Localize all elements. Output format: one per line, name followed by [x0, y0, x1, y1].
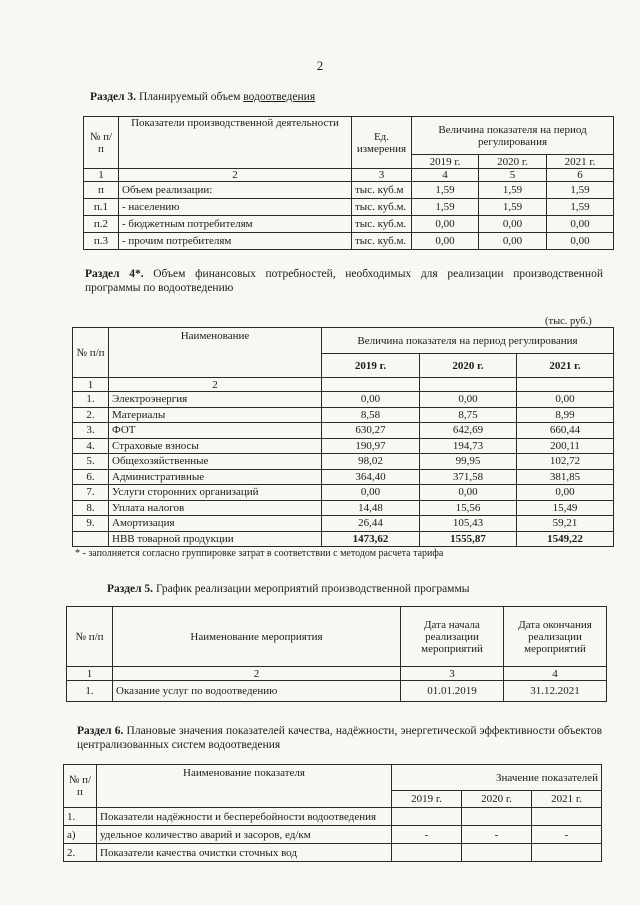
table-row	[84, 182, 614, 199]
s4-cell-num: 9.	[73, 516, 109, 532]
s3-cell-unit: тыс. куб.м.	[352, 233, 412, 250]
table-row	[64, 844, 602, 862]
s4-cell-2021: 59,21	[517, 516, 614, 532]
s4-total-2020: 1555,87	[420, 531, 517, 547]
s4-cell-name: Страховые взносы	[109, 438, 322, 454]
s4-cell-2019: 190,97	[322, 438, 420, 454]
table-row	[73, 469, 614, 485]
table-row	[84, 199, 614, 216]
s6-cell-name: удельное количество аварий и засоров, ед/км	[97, 826, 392, 844]
table-row	[67, 681, 607, 702]
s5-header-end: Дата окончания реализации мероприятий	[504, 607, 607, 667]
s4-cell-2020: 0,00	[420, 392, 517, 408]
table-row	[64, 826, 602, 844]
s6-cell-num: 1.	[64, 808, 97, 826]
s4-cell-2021: 15,49	[517, 500, 614, 516]
s4-cell-2019: 14,48	[322, 500, 420, 516]
s6-header-2020: 2020 г.	[462, 791, 532, 808]
s3-cell-2021: 0,00	[547, 233, 614, 250]
s6-cell-2019: -	[392, 826, 462, 844]
s3-cell-2020: 1,59	[479, 182, 547, 199]
section4-title	[85, 267, 603, 295]
section6-title	[77, 724, 602, 752]
s5-index-cell: 3	[401, 667, 504, 681]
s6-cell-2021	[532, 808, 602, 826]
s4-index-cell: 1	[73, 378, 109, 392]
s3-cell-2019: 0,00	[412, 216, 479, 233]
s5-cell-start: 01.01.2019	[401, 681, 504, 702]
s5-index-cell: 4	[504, 667, 607, 681]
s4-cell-2020: 0,00	[420, 485, 517, 501]
s3-header-indicator: Показатели производственной деятельности	[119, 117, 352, 169]
s4-cell-name: Материалы	[109, 407, 322, 423]
section4-footnote: * - заполняется согласно группировке затрат в соответствии с методом расчета тарифа	[75, 548, 444, 559]
section3-prefix: Раздел 3.	[90, 91, 137, 103]
s3-cell-2021: 1,59	[547, 182, 614, 199]
s6-cell-2020: -	[462, 826, 532, 844]
s3-header-num: № п/п	[84, 117, 119, 169]
s6-cell-2020	[462, 844, 532, 862]
s4-cell-2019: 98,02	[322, 454, 420, 470]
section4-title-text: Объем финансовых потребностей, необходимых для реализации производственной программы по водоотведению	[85, 268, 603, 294]
s3-index-cell: 4	[412, 169, 479, 182]
table-row	[84, 216, 614, 233]
s4-cell-2021: 0,00	[517, 392, 614, 408]
s3-cell-name: - прочим потребителям	[119, 233, 352, 250]
s6-cell-name: Показатели качества очистки сточных вод	[97, 844, 392, 862]
s5-cell-name: Оказание услуг по водоотведению	[113, 681, 401, 702]
s3-header-value: Величина показателя на период регулирования	[412, 117, 614, 155]
page-number: 2	[316, 58, 324, 73]
table-row	[73, 438, 614, 454]
s3-cell-name: - бюджетным потребителям	[119, 216, 352, 233]
section3-title-text: Планируемый объем	[136, 91, 244, 103]
s6-cell-2021: -	[532, 826, 602, 844]
s4-cell-2020: 8,75	[420, 407, 517, 423]
s3-cell-unit: тыс. куб.м.	[352, 199, 412, 216]
s4-cell-2019: 0,00	[322, 485, 420, 501]
s4-cell-2020: 99,95	[420, 454, 517, 470]
s3-cell-2021: 0,00	[547, 216, 614, 233]
s4-cell-name: Административные	[109, 469, 322, 485]
s4-cell-num: 3.	[73, 423, 109, 439]
table-row	[84, 233, 614, 250]
s4-total-2019: 1473,62	[322, 531, 420, 547]
s3-index-cell: 2	[119, 169, 352, 182]
s3-cell-2019: 0,00	[412, 233, 479, 250]
s3-cell-num: п.2	[84, 216, 119, 233]
s4-cell-num: 6.	[73, 469, 109, 485]
s4-total-2021: 1549,22	[517, 531, 614, 547]
section5-table	[66, 606, 607, 702]
s3-cell-2019: 1,59	[412, 182, 479, 199]
s3-index-cell: 1	[84, 169, 119, 182]
s6-cell-num: а)	[64, 826, 97, 844]
s5-cell-end: 31.12.2021	[504, 681, 607, 702]
s3-cell-2020: 0,00	[479, 216, 547, 233]
s4-cell-2019: 26,44	[322, 516, 420, 532]
s4-cell-2020: 15,56	[420, 500, 517, 516]
s4-cell-2021: 381,85	[517, 469, 614, 485]
s5-header-start: Дата начала реализации мероприятий	[401, 607, 504, 667]
s3-header-unit: Ед. измерения	[352, 117, 412, 169]
s6-header-value: Значение показателей	[392, 765, 602, 791]
s6-cell-name: Показатели надёжности и бесперебойности водоотведения	[97, 808, 392, 826]
table-row	[73, 407, 614, 423]
s4-cell-2019: 630,27	[322, 423, 420, 439]
currency-note: (тыс. руб.)	[545, 316, 592, 327]
section3-title-underlined: водоотведения	[243, 91, 316, 103]
s4-cell-2020: 371,58	[420, 469, 517, 485]
s4-header-name: Наименование	[109, 328, 322, 378]
s4-header-2021: 2021 г.	[517, 354, 614, 378]
s4-index-cell: 2	[109, 378, 322, 392]
section5-title-text: График реализации мероприятий производственной программы	[153, 583, 470, 595]
table-row	[73, 454, 614, 470]
table-row	[73, 392, 614, 408]
s4-cell-2021: 200,11	[517, 438, 614, 454]
s4-cell-num: 8.	[73, 500, 109, 516]
s4-cell-2021: 8,99	[517, 407, 614, 423]
s4-header-2020: 2020 г.	[420, 354, 517, 378]
s4-total-empty	[73, 531, 109, 547]
s3-cell-unit: тыс. куб.м.	[352, 216, 412, 233]
table-row	[73, 516, 614, 532]
s3-cell-2021: 1,59	[547, 199, 614, 216]
s4-header-value: Величина показателя на период регулирования	[322, 328, 614, 354]
section4-table	[72, 327, 614, 547]
s4-cell-name: Электроэнергия	[109, 392, 322, 408]
s6-cell-2020	[462, 808, 532, 826]
s3-header-2021: 2021 г.	[547, 155, 614, 169]
s4-cell-name: Уплата налогов	[109, 500, 322, 516]
table-row	[73, 500, 614, 516]
s6-header-2019: 2019 г.	[392, 791, 462, 808]
s3-index-cell: 5	[479, 169, 547, 182]
s3-cell-2020: 1,59	[479, 199, 547, 216]
s4-cell-num: 4.	[73, 438, 109, 454]
s5-index-cell: 2	[113, 667, 401, 681]
s3-cell-num: п	[84, 182, 119, 199]
s6-header-2021: 2021 г.	[532, 791, 602, 808]
s3-header-2020: 2020 г.	[479, 155, 547, 169]
section5-title	[107, 582, 607, 596]
s4-cell-2020: 642,69	[420, 423, 517, 439]
table-row	[64, 808, 602, 826]
s4-cell-num: 5.	[73, 454, 109, 470]
s4-header-2019: 2019 г.	[322, 354, 420, 378]
s3-cell-2019: 1,59	[412, 199, 479, 216]
s6-cell-num: 2.	[64, 844, 97, 862]
s3-index-cell: 6	[547, 169, 614, 182]
s4-cell-name: ФОТ	[109, 423, 322, 439]
s4-cell-num: 2.	[73, 407, 109, 423]
s4-cell-2019: 364,40	[322, 469, 420, 485]
section6-table	[63, 764, 602, 862]
s3-cell-num: п.1	[84, 199, 119, 216]
s5-cell-num: 1.	[67, 681, 113, 702]
s4-cell-2020: 194,73	[420, 438, 517, 454]
s3-cell-name: - населению	[119, 199, 352, 216]
s6-cell-2019	[392, 808, 462, 826]
s5-header-name: Наименование мероприятия	[113, 607, 401, 667]
s4-total-name: НВВ товарной продукции	[109, 531, 322, 547]
s4-cell-num: 7.	[73, 485, 109, 501]
s4-cell-name: Общехозяйственные	[109, 454, 322, 470]
s4-cell-2021: 102,72	[517, 454, 614, 470]
s4-cell-2021: 0,00	[517, 485, 614, 501]
s6-header-name: Наименование показателя	[97, 765, 392, 808]
table-row	[73, 485, 614, 501]
s4-index-empty	[322, 378, 420, 392]
s3-index-cell: 3	[352, 169, 412, 182]
s6-header-num: № п/п	[64, 765, 97, 808]
section3-table	[83, 116, 614, 250]
s4-cell-2021: 660,44	[517, 423, 614, 439]
s3-cell-unit: тыс. куб.м	[352, 182, 412, 199]
s3-cell-name: Объем реализации:	[119, 182, 352, 199]
section3-title	[90, 90, 610, 104]
s3-cell-num: п.3	[84, 233, 119, 250]
s4-header-num: № п/п	[73, 328, 109, 378]
s4-cell-name: Услуги сторонних организаций	[109, 485, 322, 501]
s3-header-2019: 2019 г.	[412, 155, 479, 169]
s6-cell-2019	[392, 844, 462, 862]
s3-cell-2020: 0,00	[479, 233, 547, 250]
s4-cell-2019: 8,58	[322, 407, 420, 423]
section4-prefix: Раздел 4*.	[85, 268, 144, 280]
section6-title-text: Плановые значения показателей качества, надёжности, энергетической эффективности объектов централизованных систем водоотведения	[77, 725, 602, 751]
s4-cell-num: 1.	[73, 392, 109, 408]
s6-cell-2021	[532, 844, 602, 862]
s5-header-num: № п/п	[67, 607, 113, 667]
table-row-total	[73, 531, 614, 547]
table-row	[73, 423, 614, 439]
section5-prefix: Раздел 5.	[107, 583, 154, 595]
s5-index-cell: 1	[67, 667, 113, 681]
s4-cell-2020: 105,43	[420, 516, 517, 532]
s4-index-empty	[420, 378, 517, 392]
section6-prefix: Раздел 6.	[77, 725, 124, 737]
s4-index-empty	[517, 378, 614, 392]
s4-cell-name: Амортизация	[109, 516, 322, 532]
s4-cell-2019: 0,00	[322, 392, 420, 408]
